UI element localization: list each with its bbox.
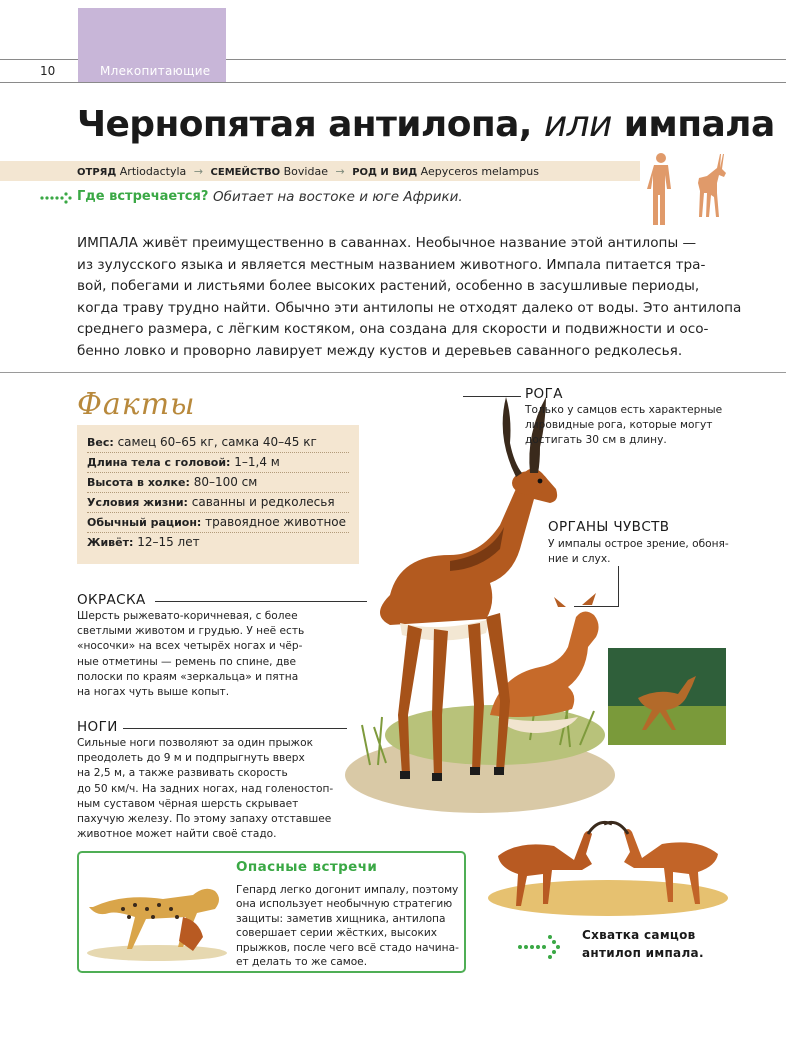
- callout-horns-title: РОГА: [525, 386, 563, 402]
- arrow-icon: →: [193, 165, 204, 178]
- title-italic: или: [543, 104, 612, 145]
- impala-photo: [608, 648, 726, 745]
- section-tab: [78, 8, 226, 82]
- family-label: СЕМЕЙСТВО: [210, 167, 281, 178]
- fighting-impalas-illustration: [488, 816, 728, 916]
- caption-line: антилоп импала.: [582, 946, 704, 960]
- callout-senses-text: [548, 537, 729, 567]
- danger-title: Опасные встречи: [236, 859, 378, 875]
- callout-senses-title: ОРГАНЫ ЧУВСТВ: [548, 519, 670, 535]
- callout-line-text: Сильные ноги позволяют за один прыжок: [77, 737, 313, 749]
- callout-line-text: Шерсть рыжевато-коричневая, с более: [77, 610, 298, 622]
- callout-line: [155, 601, 367, 602]
- callout-line-text: лировидные рога, которые могут: [525, 419, 713, 432]
- fact-value: самец 60–65 кг, самка 40–45 кг: [113, 435, 317, 449]
- intro-line: ИМПАЛА живёт преимущественно в саваннах. Необычное название этой антилопы —: [77, 235, 697, 251]
- fact-value: 12–15 лет: [133, 535, 200, 550]
- intro-paragraph: [77, 233, 742, 363]
- order-value: Artiodactyla: [119, 165, 187, 178]
- callout-line-text: У импалы острое зрение, обоня-: [548, 538, 729, 550]
- danger-line: ет делать то же самое.: [236, 956, 368, 969]
- callout-line: [463, 396, 521, 397]
- callout-line: [123, 728, 347, 729]
- fact-label: Вес:: [87, 436, 114, 449]
- header-rule: [0, 82, 786, 83]
- fact-value: 80–100 см: [189, 475, 258, 490]
- callout-line-text: преодолеть до 9 м и подпрыгнуть вверх: [77, 752, 305, 765]
- fact-value: саванны и редколесья: [187, 495, 335, 510]
- callout-color-title: ОКРАСКА: [77, 592, 146, 608]
- fact-label: Условия жизни:: [87, 496, 188, 510]
- callout-line-text: светлыми животом и грудью. У неё есть: [77, 625, 305, 638]
- danger-line: прыжков, после чего всё стадо начина-: [236, 941, 459, 954]
- page-title: [77, 104, 775, 145]
- where-label: Где встречается?: [77, 189, 209, 204]
- title-part2: импала: [611, 104, 775, 145]
- fact-label: Длина тела с головой:: [87, 456, 231, 470]
- fact-value: травоядное животное: [201, 515, 347, 530]
- order-label: ОТРЯД: [77, 167, 117, 178]
- section-divider: [0, 372, 786, 373]
- callout-line: [574, 606, 619, 607]
- intro-line: бенно ловко и проворно лавирует между кустов и деревьев саванного редколесья.: [77, 342, 683, 359]
- dotted-arrow-icon: [517, 933, 563, 961]
- callout-line-text: ным суставом чёрная шерсть скрывает: [77, 797, 299, 810]
- species-label: РОД И ВИД: [352, 167, 418, 178]
- fact-label: Обычный рацион:: [87, 516, 202, 530]
- fight-caption: [582, 926, 704, 962]
- intro-line: среднего размера, с лёгким костяком, она создана для скорости и подвижности и осо-: [77, 321, 709, 338]
- callout-line-text: Только у самцов есть характерные: [525, 404, 723, 416]
- size-comparison-icon: [647, 150, 731, 228]
- callout-horns-text: [525, 403, 722, 449]
- section-label: Млекопитающие: [100, 64, 211, 78]
- danger-line: Гепард легко догонит импалу, поэтому: [236, 884, 459, 896]
- where-text: Обитает на востоке и юге Африки.: [213, 189, 463, 205]
- callout-line-text: ние и слух.: [548, 553, 611, 566]
- dotted-arrow-icon: [40, 191, 74, 205]
- intro-line: вой, побегами и листьями более высоких растений, особенно в засушливые периоды,: [77, 278, 700, 295]
- callout-line-text: ные отметины — ремень по спине, две: [77, 655, 296, 668]
- fact-label: Высота в холке:: [87, 476, 190, 490]
- caption-line: Схватка самцов: [582, 928, 696, 942]
- title-part1: Чернопятая антилопа,: [77, 104, 544, 145]
- danger-line: она использует необычную стратегию: [236, 898, 453, 911]
- page-number: 10: [40, 64, 56, 78]
- facts-box: [77, 425, 359, 564]
- cheetah-illustration: [83, 867, 231, 963]
- intro-line: из зулусского языка и является местным названием животного. Импала питается тра-: [77, 256, 706, 273]
- danger-line: совершает серии жёстких, высоких: [236, 927, 438, 940]
- arrow-icon: →: [335, 165, 345, 178]
- callout-legs-title: НОГИ: [77, 719, 118, 735]
- fact-row: [87, 533, 349, 553]
- callout-line-text: «носочки» на всех четырёх ногах и чёр-: [77, 640, 303, 653]
- impala-illustration: [330, 385, 620, 825]
- facts-title: Факты: [77, 387, 196, 422]
- fact-row: [87, 453, 349, 473]
- fact-label: Живёт:: [87, 536, 134, 550]
- danger-line: защиты: заметив хищника, антилопа: [236, 912, 446, 925]
- callout-line: [618, 566, 619, 606]
- callout-line-text: на 2,5 м, а также развивать скорость: [77, 767, 288, 780]
- callout-line-text: до 50 км/ч. На задних ногах, над голеностоп-: [77, 782, 334, 795]
- callout-line-text: достигать 30 см в длину.: [525, 434, 667, 447]
- family-value: Bovidae: [283, 165, 328, 178]
- danger-box: [77, 851, 466, 973]
- species-value: Aepyceros melampus: [420, 165, 539, 178]
- taxonomy: [77, 165, 539, 178]
- fact-row: [87, 493, 349, 513]
- callout-line-text: пахучую железу. По этому запаху отставшее: [77, 813, 332, 826]
- fact-row: [87, 433, 349, 453]
- danger-text: [236, 883, 461, 969]
- fact-row: [87, 473, 349, 493]
- fact-value: 1–1,4 м: [230, 455, 280, 470]
- callout-line-text: на ногах чуть выше копыт.: [77, 686, 230, 699]
- callout-line-text: полоски по краям «зеркальца» и пятна: [77, 670, 299, 683]
- callout-legs-text: [77, 736, 333, 842]
- callout-line-text: животное может найти своё стадо.: [77, 828, 277, 841]
- callout-color-text: [77, 609, 304, 700]
- fact-row: [87, 513, 349, 533]
- intro-line: когда траву трудно найти. Обычно эти антилопы не отходят далеко от воды. Это антилопа: [77, 299, 742, 316]
